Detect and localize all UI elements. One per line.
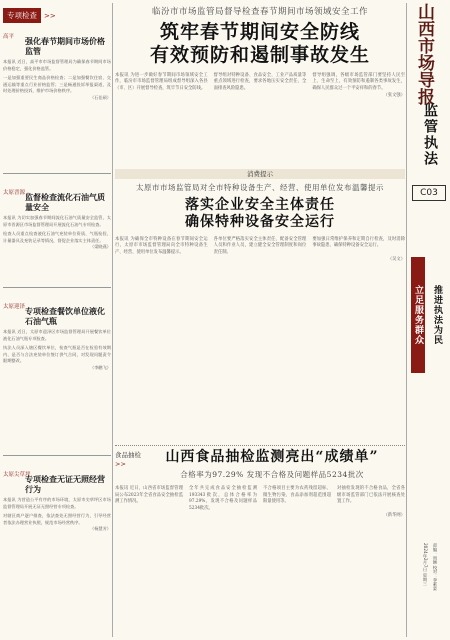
article-title: 监督检查流化石油气质量安全 <box>25 192 105 212</box>
special-tag: 专项检查 <box>3 8 41 23</box>
section2-col-2: 各单位要严格落实安全主体责任，配备安全管理人员和作业人员，建立健全安全管理制度和岗位责任制。 <box>213 236 307 256</box>
column-divider <box>406 3 407 637</box>
divider <box>3 173 111 174</box>
slogan-black: 推进执法为民 <box>432 285 442 345</box>
editors: 责编：周颖 校对：李素蒙 <box>433 543 438 591</box>
section3-headline: 山西食品抽检监测亮出“成绩单” <box>165 449 379 465</box>
article-text-extra: 执法人员深入辖区餐饮单位，检查气瓶是否在检验有效期内、是否与合法充装单位签订供气合同，对发现问题责令限期整改。 <box>3 345 111 363</box>
dotted-divider <box>115 445 405 446</box>
article-kicker: 高平 <box>3 34 15 40</box>
section2-headline-1: 落实企业安全主体责任 <box>185 197 335 213</box>
top-story-col-3: 督导组强调，各级市场监管部门要坚持人民至上、生命至上，有效预防和遏制各类事故发生，确保人民群众过一个平安祥和的春节。 <box>312 72 406 92</box>
section3-col-3: 不合格项目主要为农药残留超标、微生物污染、食品添加剂超范围超限量使用等。 <box>263 485 331 505</box>
special-arrows: >> <box>44 12 56 20</box>
food-sampling-story[interactable] <box>115 449 405 520</box>
section2-col-3: 要加强日常维护保养和定期自行检查，及时消除事故隐患，确保特种设备安全运行。 <box>312 236 406 249</box>
food-sampling-arrows: >> <box>115 460 126 469</box>
page-number: C03 <box>412 185 446 201</box>
article-title: 专项检查无证无照经营行为 <box>25 474 105 494</box>
top-story-kicker: 临汾市市场监管局督导检查春节期间市场领域安全工作 <box>151 7 368 17</box>
section2-body <box>115 237 405 257</box>
masthead <box>408 3 448 637</box>
divider <box>3 455 111 456</box>
issue-date: 2024年2月7日 星期三 <box>423 543 428 586</box>
article-text-extra: 一是加强重要民生商品价格检查；二是加强餐饮住宿、交通运输等重点行业价格监管；三是畅通投诉举报渠道，及时处理价格投诉，维护市场价格秩序。 <box>3 75 111 93</box>
top-story-headline-2: 有效预防和遏制事故发生 <box>149 43 370 66</box>
top-story-headline-1: 筑牢春节期间安全防线 <box>159 21 360 43</box>
article-text: 本报讯 为切实加强春节期间流化石油气质量安全监管，太原市晋源区市场监督管理局开展流化石油气专项检查。 <box>3 215 111 227</box>
section3-col-2: 全年共完成食品安全抽检监测193343批次，总体合格率为97.29%，发现不合格及问题样品5234批次。 <box>189 485 257 512</box>
article-credit: （梁晓燕） <box>90 244 111 249</box>
article-kicker: 太原迎泽 <box>3 304 26 310</box>
section2-col-1: 本报讯 为确保全市特种设备在春节期间安全运行，太原市市场监督管理局向全市特种设备生产、经营、使用单位发布温馨提示。 <box>115 236 208 256</box>
top-story-col-1: 本报讯 为进一步做好春节期间市场领域安全工作，临汾市市场监督管理局组成督导组深入各县（市、区）开展督导检查，筑牢节日安全防线。 <box>115 72 208 92</box>
left-column <box>3 3 111 637</box>
top-story-credit: （张文强） <box>383 92 405 98</box>
section2-credit: （吴文） <box>387 256 405 262</box>
article-credit: （杨慧芳） <box>90 526 111 531</box>
section3-col-1: 本报讯 近日，山西省市场监督管理局公布2023年全省食品安全抽检监测工作情况。 <box>115 485 183 505</box>
article-text-extra: 检查人员重点检查液化石油气充装单位资质、气瓶检验、计量器具及充装记录等情况，督促企业落实主体责任。 <box>3 231 111 243</box>
section3-col-4: 对抽检发现的不合格食品，全省各级市场监管部门已依法开展核查处置工作。 <box>337 485 405 505</box>
food-sampling-label: 食品抽检 <box>115 451 141 459</box>
divider <box>3 287 111 288</box>
newspaper-logo: 山西市场导报 <box>414 3 434 105</box>
article-text: 本报讯 近日，太原市迎泽区市场监督管理局开展餐饮单位液化石油气瓶专项检查。 <box>3 329 111 341</box>
special-header <box>3 3 111 21</box>
page-section-title: 监管执法 <box>422 103 438 167</box>
article-title: 强化春节期间市场价格监管 <box>25 36 105 56</box>
consumer-tip-label: 消费提示 <box>247 170 273 178</box>
section3-body <box>115 486 405 513</box>
article-text: 本报讯 近日，高平市市场监督管理局为确保春节期间市场价格稳定，强化价格监管。 <box>3 59 111 71</box>
column-divider <box>112 3 113 637</box>
top-story-col-2: 督导组对特种设备、食品安全、工业产品质量等重点领域进行检查，要求各地压实安全责任，全面排查风险隐患。 <box>213 72 307 92</box>
slogan-red: 立足服务群众 <box>411 257 425 373</box>
left-article-yingze[interactable] <box>3 293 111 371</box>
section3-subhead: 合格率为97.29% 发现不合格及问题样品5234批次 <box>180 469 364 479</box>
left-article-jiancaoping[interactable] <box>3 461 111 532</box>
article-text: 本报讯 为营造公平有序的市场环境，太原市尖草坪区市场监督管理局开展无证无照经营专项检查。 <box>3 497 111 509</box>
center-content <box>115 3 405 637</box>
section2-headline-2: 确保特种设备安全运行 <box>185 213 335 230</box>
consumer-tip-bar <box>115 169 405 179</box>
left-article-gaoping[interactable] <box>3 23 111 101</box>
top-story[interactable] <box>115 5 405 100</box>
article-title: 专项检查餐饮单位液化石油气瓶 <box>25 306 105 326</box>
article-credit: （石佳硕） <box>90 94 111 100</box>
section2-kicker: 太原市市场监管局对全市特种设备生产、经营、使用单位发布温馨提示 <box>136 183 384 192</box>
section3-credit: （新华网） <box>383 512 405 518</box>
article-kicker: 太原晋源 <box>3 190 26 196</box>
article-text-extra: 对辖区商户逐户排查，依法查处无照经营行为，引导经营者依法办理营业执照，规范市场经营秩序。 <box>3 513 111 525</box>
top-story-body <box>115 73 405 93</box>
article-credit: （李鹏飞） <box>90 364 111 370</box>
left-article-jinyuan[interactable] <box>3 179 111 250</box>
special-equipment-story[interactable] <box>115 182 405 264</box>
article-kicker: 太原尖草坪 <box>3 472 31 478</box>
